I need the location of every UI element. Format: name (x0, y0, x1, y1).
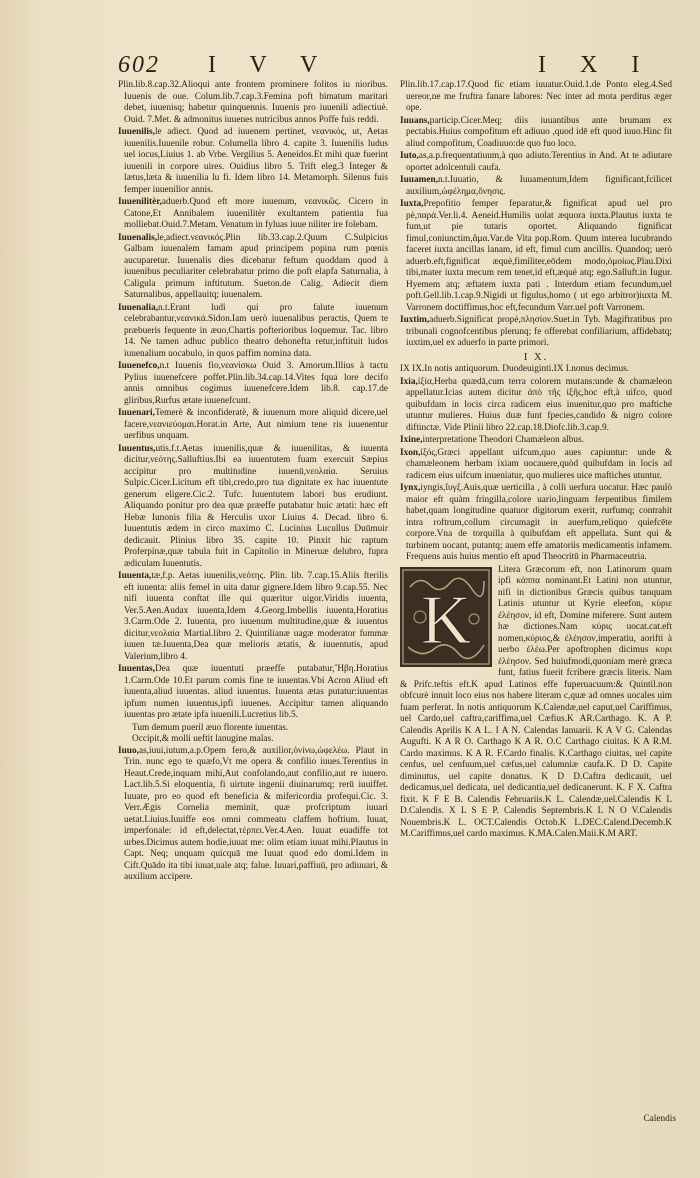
dictionary-entry (400, 448, 672, 483)
page-number: 602 (118, 52, 160, 78)
entry-text: n.t Iuuenis fio,νεανίσκω Ouid 3. Amorum.Illius à tactu Pylius iuuenefcere poffet.Plin.lib.34.cap.14.Vites fqua lore decifo annis omnibus cogimus iuuenefcere.Idem lib.8. cap.17.de gliribus,Rurfus ætate iuuenefcunt. (124, 361, 388, 406)
entry-text: Plin.lib.8.cap.32.Alioqui ante frontem prominere folitos iu nioribus. Iuuenis de oue. Colum.lib.7.cap.3.Femina poft bimatum maritari debet, iuuenisq; habetur quinquennis. Iuuenis pro iuuenili adiectiuè. Ouid. 7.Met. & admonitus iuuenes nutricibus annos Poffe fuis reddi. (118, 80, 388, 125)
running-head (118, 52, 678, 82)
entry-text: as,iuui,iutum,a.p.Opem fero,& auxilior,ὀνίνω,ὠφελέω. Plaut in Trin. nunc ego te quæfo,Vt me opera & confilio iuues.Terentius in Heaut.Crede,inquam mihi,Aut confolando,aut confilio,aut re iuuero. Lact.lib.5.Si eloquentia, fi uirtute ingenii diuinarumq; rerū iuuiffet. Iuuate, pro eo quod eft beneficia & mifericordia profequi.Cic. 3. Verr.Ægis Cornelia meminit, quæ profcriptum iuuari uetat.Liuius.Iuuiffe eos omni commeatu claffem hoftium. Iuuat, imperfonale: id eft,delectat,τέρπει.Ver.4.Aen. Iuuat euadiffe tot urbes.Dicimus autem hodie,iuuat me: olim etiam iuuat mihi.Plautus in Capt. Neq; unquam quicquā me Iuuat quod edo domi.Idem in Cift.Quādo ita tibi iuuat,uale atq; falue. Iuuari,paffiuū, pro adiuuari, & auxilium accipere. (124, 745, 388, 882)
entry-headword: Iuxta, (400, 199, 424, 209)
dictionary-entry (118, 444, 388, 571)
dictionary-entry (118, 127, 388, 196)
dictionary-entry (118, 233, 388, 302)
entry-text: Dea quæ iuuentuti præeffe putabatur,Ἥβη.Horatius 1.Carm.Ode 10.Et parum comis fine te iuuentas.Vbi Acron Aliud eft iuuenta,aliud iuuentas. aliud iuuentus. Iuuenta ætas putatur:iuuentas ipfum numen iuuentus,ipfi iuuenes. Accipitur tamen aliquando iuuentas pro ætate ipfa iuuenili.Lucretius lib.5. (124, 664, 388, 720)
dictionary-entry (118, 571, 388, 663)
entry-headword: Iuto, (400, 151, 419, 161)
dictionary-entry (400, 116, 672, 151)
right-running-title: I X I (538, 52, 654, 78)
entry-text: Plin.lib.17.cap.17.Quod fic etiam iuuatur.Ouid.1.de Ponto eleg.4.Sed uereor,ne me fruftra fanare labores: Nec inter ad mota perditus æger ope. (400, 80, 672, 113)
letter-section-heading (400, 352, 672, 364)
entry-text: Temerè & inconfideratè, & iuuenum more aliquid dicere,uel facere,νεανιεύομαι.Horat.in Arte, Aut nimium tene ris iuuenentur uerfibus unquam. (124, 408, 388, 441)
entry-text: IX IX.In notis antiquorum. Duodeuiginti.IX I.nonus decimus. (400, 364, 630, 374)
entry-text: n.t.Iuuatio, & Iuuamentum,Idem fignificant,fcilicet auxilium,ὠφέλημα,ὄνησις. (406, 175, 672, 197)
entry-headword: Iuuenta, (118, 571, 152, 581)
left-running-title: I V V (208, 52, 332, 78)
dictionary-entry (400, 80, 672, 115)
entry-text: interpretatione Theodori Chamæleon albus. (422, 435, 584, 445)
entry-text: iyngis,ἴυγξ.Auis,quæ uerticilla , à colli uerfura uocatur. Hæc paulò maior eft quàm fringilla,colore uario,linguam ferpentibus fimilem habet,quam longitudine quatuor digitorum exerit, rurfumq; contrahit intra roftrum,collum circumagit in auerfum,reliquo quiefcēte corpore.Vna de torquilla à quibufdam eft appellata. Sunt qui & turbinem uocant, putantq; auem effe amatoriis medicamentis infamem. Frequens auis huius mentio eft apud Theocritū in Pharmaceutria. (406, 483, 672, 562)
entry-headword: Iuuenilis, (118, 127, 155, 137)
dictionary-entry (118, 664, 388, 722)
dictionary-entry (118, 197, 388, 232)
dictionary-entry (118, 408, 388, 443)
k-section (400, 565, 672, 841)
entry-text: utis.f.t.Aetas iuuenilis,quæ & iuuenilitas, & iuuenta dicitur,νεότης.Salluftius.Ibi ea iuuentutem fuam exercuit Sæpius accipitur pro multitudine iuuenū,νεολαία. Seruius Sulpic.Cicer.Licitum eft tibi,credo,pro tua dignitate ex hac iuuentute generum eligere.Cic.2. Tufc. Iuuentutem labori bus erudiunt. Aliquando ponitur pro dea quæ præeffe putabatur huic ætati: hæc eft Hebæ Iunonis filia & Herculis uxor Liuius 4. Decad. libro 6. Iuuentutis ædem in circo maximo C. Lucinius Lucullus Duūmuir dedicauit. Plinius libro 35. capite 10. Pinxit hic raptum Proferpinæ,quæ tabula fuit in Capitolio in Mineruæ delubro, fupra ædiculam Iuuentutis. (124, 443, 388, 569)
dictionary-entry (400, 364, 672, 376)
entry-text: Occipit,& molli ueftit lanugine malas. (132, 734, 274, 744)
k-section-text: Litera Græcorum eft, non Latinorum quam ipfi κάππα nominant.Et Latini non utuntur, nifi in dictionibus Græcis quibus tanquam Latinis utuntur ut Kyrie eleefon, κύριε ἐλέησον, id eft, Domine miferere. Sunt autem hæ dictiones.Nam κύρις uocat.cat.eft nomen,κύριος,& ἐλέησον,imperatiu, aorifti à uerbo ἐλέω.Per apoftrophen dicimus κυρι ἐλέησον. Sed huiufmodi,quoniam merè græca funt, fatius fuerit fcribere græcis literis. Nam & Prifc.teftis eft.K apud Latinos effe fuperuacuum:& Quintil.non obfcurè innuit loco eius nos habere literam c,quæ ad omnes uocales uim fuam perferat. In notis antiquorum K.Calendæ,uel caput,uel Cariffimus, uel Cardo,uel caftra,cariffima,uel Cæfius.K AR.Carthago. K. A P. Calendis Aprilis K A L. I A N. Calendas Ianuarii. K A V G. Calendas Augufti. K A R O. Carthago K A R. O.C Carthago ciuitas. K A R.M. Cardo maximus. K A R. F.Cardo finalis. K.Carthago ciuitas, uel capite cenfus, uel cenfuum,uel cæfus,uel calumniæ caufa.K. D D. Capite diminutus, uel capite donatus. K D D.Caftra dedicauit, uel dedicamus,uel dedicata, uel dedicantia,uel dedicanerunt. K. F X. Caftra fixit. K F E B. Calendis Februariis.K L. Calendæ,uel.Calendis K L D.Calendis. X L S E P. Calendis Septembris.K L N O V.Calendis Nouembris.K L. OCT.Calendis Octob.K L.DEC.Calend.Decemb.K M.Cariffimus,uel cardo maximus. K.MA.Calen.Maii.K.M ART. (400, 564, 672, 839)
svg-text:K: K (420, 581, 472, 659)
catchword: Calendis (643, 1114, 676, 1124)
entry-text: ἰξός,Græci appellant uifcum,quo aues capiuntur: unde & chamæleonem herbam ixiam uocauere,quòd quibufdam in locis ad radicem eius uifcum inueniatur, quo mulieres uice maftiches utuntur. (406, 447, 672, 481)
entry-headword: Iuuenilitèr, (118, 197, 162, 207)
dictionary-entry (118, 80, 388, 126)
entry-text: aduerb.Quod eft more iuuenum, νεανικῶς. Cicero in Catone,Et Annibalem iuuenilitèr exultantem patientia fua molliebat.Ouid.7.Metam. Venatum in fyluas iuue niliter ire folebam. (124, 197, 388, 230)
entry-text: n.t.Erant ludi qui pro falute iuuenum celebrabantur,νεανικά.Sidon.Iam uerò iuuenalibus peractis, Quem te præbueris fequente in æuo,Chartis pofterioribus loquemur. Tac. libro 14. Ne tamen adhuc publico theatro dehonefta retur,inftituit ludos iuuenalium uocabulo, in quos paffim nomina data. (124, 302, 388, 359)
dictionary-entry (400, 377, 672, 435)
entry-text: Tum demum pueril æuo florente iuuentas. (132, 722, 289, 733)
entry-text: particip.Cicer.Meq; diis iuuantibus ante brumam ex pectabis.Huius compofitum eft adiuuo ,quod idē eft quod iuuo.Hinc fit aliud compofitum, Coadiuuo:de quo fuo loco. (406, 115, 672, 149)
left-column (118, 80, 388, 885)
entry-headword: Iuuenalis, (118, 232, 158, 243)
dictionary-entry (118, 746, 388, 884)
dictionary-entry (400, 315, 672, 350)
entry-text: as,a.p.frequentatiuum,à quo adiuto.Terentius in And. At te adiutare oportet adolcentuli caufa. (406, 151, 672, 173)
dictionary-entry (400, 175, 672, 198)
entry-headword: Iuuenalia, (118, 302, 159, 313)
verse-quote (118, 734, 388, 746)
decorated-initial-k (400, 567, 492, 667)
entry-headword: Iuuans, (400, 115, 430, 126)
dictionary-entry (400, 483, 672, 564)
entry-headword: Ixia, (400, 376, 418, 387)
entry-text: le adiect. Quod ad iuuenem pertinet, νεανικός, ut, Aetas iuuenilis.Iuuenile robur. Columella libro 4. capite 3. Iuuenilis ludus uel iocus,Liuius 1. ab Vrbe. Vergilius 5. Aeneidos.Et mihi quæ fuerint iuuenili in corpore uires. Ouidius libro 5. Trift eleg.3 Integer & lætus,læta & iuuenilia lu fi. Idem libro 14. Metamorph. Silenus fuis femper iuuenilior annis. (124, 127, 388, 195)
entry-headword: Ixine, (400, 435, 423, 445)
dictionary-entry (400, 435, 672, 447)
dictionary-entry (118, 303, 388, 361)
entry-text: ἰξία,Herba quædā,cum terra colorem mutans:unde & chamæleon appellatur.Icias autem dicitur ἀπὸ τῆς ἰξῆς,hoc eft,à uifco, quod quibufdam in locis circa radicem eius inuenitur,quo pro maftiche utuntur mulieres. Huius duæ funt fpecies,candido & nigro colore diftinctæ. Vide Plinii libro 22.cap.18.Diofc.lib.3.cap.9. (406, 376, 672, 433)
dictionary-entry (118, 361, 388, 407)
entry-headword: Iuuenefco, (118, 361, 160, 371)
entry-headword: Iynx, (400, 483, 421, 493)
entry-text: I X. (523, 351, 549, 363)
entry-text: tæ,f.p. Aetas iuuenilis,νεότης. Plin. lib. 7.cap.15.Aliis fterilis eft iuuenta: aliis femel in uita datur gignere.Idem libro 9.cap.55. Nec nifi iuuenta conftat ille qui quæritur uigor.Viridis iuuenta, Ver.5.Aen.Audax iuuenta,Idem 4.Georg.Imbellis iuuenta,Horatius 3.Carm.Ode 2. Iuuenta, pro iuuenum multitudine,quæ & iuuentus dicitur,νεολαία Martial.libro 2. Quintilianæ uagæ moderator fummæ iuuen tæ.Iuuenta,Dea quæ melioris ætatis, & iuuentutis, apud Valerium,libro 4. (124, 571, 388, 662)
entry-headword: Iuuentus, (118, 443, 156, 454)
entry-headword: Ixon, (400, 447, 421, 458)
verse-quote (118, 723, 388, 735)
entry-headword: Iuuamen, (400, 175, 438, 185)
entry-text: aduerb.Significat propè,πλησίον.Suet.in Tyb. Magiftratibus pro tribunali cognofcentibus plerunq; fe offerebat confiliarium, affidebatq; iuxtim,uel ex aduerfo in parte primori. (406, 315, 672, 348)
dictionary-entry (400, 199, 672, 314)
entry-text: le,adiect.νεανικός.Plin lib.33.cap.2.Quum C.Sulpicius Galbam iuuenalem famam apud principem popina rum pœnis aucuparetur. Iuuenalis dies dicebatur feftum quoddam quod à iuuenibus peculiariter celebrabatur primo die poft elapfa Saturnalia, à Caligula primum inftitutum. Sueton.de Calig. Adiecit diem Saturnalibus, appellauitq; iuuenalem. (124, 232, 388, 300)
entry-headword: Iuuo, (118, 745, 139, 756)
right-column (400, 80, 672, 841)
entry-headword: Iuxtim, (400, 315, 430, 325)
dictionary-entry (400, 151, 672, 174)
entry-headword: Iuuentas, (118, 664, 155, 674)
entry-text: Prepofitio femper feparatur,& fignificat apud uel pro pè,παρά.Ver.li.4. Aeneid.Humilis uolat æquora iuxta.Plautus iuxta te fum,ut pie tutaris oportet. Aliquando fignificat fimul,coniunctim,ἅμα.Var.de Vita pop.Rom. Quum interea lucubrando faceret iuxta ancillas lanam, id eft, fimul cum ancillis. Quandoq; uerò aduerb.eft,fignificat æquè,fimiliter,eōdem modo,ὁμοίως.Plau.Dixi tibi,mater iuxta mecum rem tenet,id eft,æquè atq; ego.Salluft.in Iugur. Hyemem atq; æftatem iuxta pati . Interdum etiam fecundum,uel poft.Gell.lib.1.cap.9.Nigidi ut figulus,homo ( ut ego arbitror)iuxta M. Varronem doctiffimus,hoc eft,fecundum Varr.uel poft Varronem. (406, 199, 672, 313)
entry-headword: Iuuenari, (118, 408, 155, 418)
